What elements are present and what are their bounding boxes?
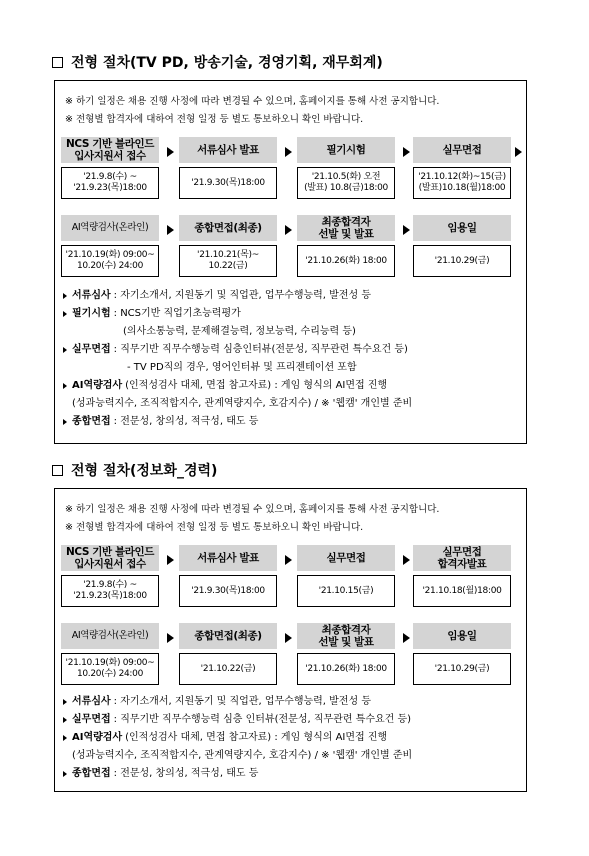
- criteria-head: 종합면접: [72, 768, 111, 779]
- arrow-right-icon: [167, 633, 174, 643]
- criteria-item: [63, 747, 520, 765]
- section-title-text: 전형 절차(정보화_경력): [71, 463, 218, 479]
- step-date: '21.10.22(금): [179, 653, 277, 685]
- notice-line: ※ 하기 일정은 채용 진행 사정에 따라 변경될 수 있으며, 홈페이지를 통해 사전 공지합니다.: [65, 504, 440, 515]
- arrow-right-icon: [285, 555, 292, 565]
- step-label: 임용일: [413, 215, 511, 241]
- arrow-right-icon: [515, 147, 522, 157]
- step-appointment: [413, 623, 511, 685]
- step-label: 실무면접 합격자발표: [413, 545, 511, 571]
- bullet-icon: [63, 699, 67, 705]
- criteria-list: [63, 287, 520, 431]
- criteria-head: 서류심사: [72, 696, 111, 707]
- step-ai-test: [61, 215, 159, 277]
- criteria-text: : 전문성, 창의성, 적극성, 태도 등: [113, 768, 259, 779]
- step-date: '21.10.26(화) 18:00: [297, 245, 395, 277]
- notice-line: ※ 전형별 합격자에 대하여 전형 일정 등 별도 통보하오니 확인 바랍니다.: [65, 522, 364, 533]
- criteria-item: [63, 359, 520, 377]
- criteria-text: : 자기소개서, 지원동기 및 직업관, 업무수행능력, 발전성 등: [113, 290, 371, 301]
- step-label: 실무면접: [413, 137, 511, 163]
- notice-line: ※ 하기 일정은 채용 진행 사정에 따라 변경될 수 있으며, 홈페이지를 통해 사전 공지합니다.: [65, 96, 440, 107]
- step-application: [61, 137, 159, 199]
- criteria-item: [63, 711, 520, 729]
- section-title: [52, 460, 217, 480]
- criteria-head: 서류심사: [72, 290, 111, 301]
- arrow-right-icon: [167, 225, 174, 235]
- step-date: '21.10.19(화) 09:00~ 10.20(수) 24:00: [61, 653, 159, 685]
- step-final-selection: [297, 215, 395, 277]
- step-date: '21.10.12(화)~15(금) (발표)10.18(월)18:00: [413, 167, 511, 199]
- step-date: '21.9.8(수) ~ '21.9.23(목)18:00: [61, 575, 159, 607]
- step-appointment: [413, 215, 511, 277]
- bullet-icon: [63, 419, 67, 425]
- arrow-right-icon: [403, 633, 410, 643]
- criteria-text: (인적성검사 대체, 면접 참고자료) : 게임 형식의 AI면접 진행: [125, 380, 388, 391]
- step-date: '21.9.8(수) ~ '21.9.23(목)18:00: [61, 167, 159, 199]
- bullet-icon: [63, 771, 67, 777]
- bullet-icon: [63, 717, 67, 723]
- step-label: 임용일: [413, 623, 511, 649]
- step-document-result: [179, 137, 277, 199]
- criteria-text: - TV PD직의 경우, 영어인터뷰 및 프리젠테이션 포함: [127, 362, 357, 373]
- criteria-item: [63, 287, 520, 305]
- step-label: 서류심사 발표: [179, 545, 277, 571]
- arrow-right-icon: [285, 147, 292, 157]
- criteria-text: : NCS기반 직업기초능력평가: [113, 308, 241, 319]
- criteria-text: (성과능력지수, 조직적합지수, 관계역량지수, 호감지수) / ※ '웹캠' 개인별 준비: [72, 750, 413, 761]
- bullet-icon: [63, 311, 67, 317]
- criteria-item: [63, 323, 520, 341]
- criteria-item: [63, 395, 520, 413]
- step-label: 필기시험: [297, 137, 395, 163]
- procedure-box: [54, 488, 527, 792]
- criteria-head: 실무면접: [72, 714, 111, 725]
- arrow-right-icon: [167, 555, 174, 565]
- criteria-text: (의사소통능력, 문제해결능력, 정보능력, 수리능력 등): [123, 326, 356, 337]
- step-date: '21.10.19(화) 09:00~ 10.20(수) 24:00: [61, 245, 159, 277]
- step-label: NCS 기반 블라인드 입사지원서 접수: [61, 137, 159, 163]
- step-final-selection: [297, 623, 395, 685]
- arrow-right-icon: [167, 147, 174, 157]
- criteria-item: [63, 693, 520, 711]
- step-label: AI역량검사(온라인): [61, 623, 159, 649]
- step-application: [61, 545, 159, 607]
- step-date: '21.9.30(목)18:00: [179, 167, 277, 199]
- criteria-item: [63, 729, 520, 747]
- section-title-text: 전형 절차(TV PD, 방송기술, 경영기획, 재무회계): [71, 55, 383, 71]
- arrow-right-icon: [285, 225, 292, 235]
- criteria-text: (인적성검사 대체, 면접 참고자료) : 게임 형식의 AI면접 진행: [125, 732, 388, 743]
- criteria-text: (성과능력지수, 조직적합지수, 관계역량지수, 호감지수) / ※ '웹캠' 개인별 준비: [72, 398, 413, 409]
- step-date: '21.10.15(금): [297, 575, 395, 607]
- step-date: '21.9.30(목)18:00: [179, 575, 277, 607]
- arrow-right-icon: [403, 225, 410, 235]
- criteria-head: 필기시험: [72, 308, 111, 319]
- step-practical-interview: [413, 137, 511, 199]
- criteria-item: [63, 377, 520, 395]
- section-title: [52, 52, 383, 72]
- step-document-result: [179, 545, 277, 607]
- step-date: '21.10.21(목)~ 10.22(금): [179, 245, 277, 277]
- step-label: 서류심사 발표: [179, 137, 277, 163]
- arrow-right-icon: [403, 555, 410, 565]
- criteria-text: : 자기소개서, 지원동기 및 직업관, 업무수행능력, 발전성 등: [113, 696, 371, 707]
- criteria-head: 실무면접: [72, 344, 111, 355]
- criteria-item: [63, 305, 520, 323]
- step-label: 종합면접(최종): [179, 215, 277, 241]
- step-date: '21.10.26(화) 18:00: [297, 653, 395, 685]
- bullet-icon: [63, 347, 67, 353]
- procedure-box: [54, 80, 527, 444]
- criteria-list: [63, 693, 520, 783]
- step-interview-result: [413, 545, 511, 607]
- step-final-interview: [179, 215, 277, 277]
- arrow-right-icon: [403, 147, 410, 157]
- bullet-icon: [63, 735, 67, 741]
- criteria-text: : 직무기반 직무수행능력 심층인터뷰(전문성, 직무관련 특수요건 등): [113, 344, 408, 355]
- step-label: 실무면접: [297, 545, 395, 571]
- checkbox-icon: [52, 57, 63, 68]
- step-written-exam: [297, 137, 395, 199]
- step-label: AI역량검사(온라인): [61, 215, 159, 241]
- step-date: '21.10.29(금): [413, 245, 511, 277]
- checkbox-icon: [52, 465, 63, 476]
- criteria-item: [63, 765, 520, 783]
- criteria-item: [63, 413, 520, 431]
- criteria-head: AI역량검사: [72, 380, 123, 391]
- step-ai-test: [61, 623, 159, 685]
- notice-line: ※ 전형별 합격자에 대하여 전형 일정 등 별도 통보하오니 확인 바랍니다.: [65, 114, 364, 125]
- step-final-interview: [179, 623, 277, 685]
- criteria-head: AI역량검사: [72, 732, 123, 743]
- step-label: 최종합격자 선발 및 발표: [297, 623, 395, 649]
- criteria-text: : 전문성, 창의성, 적극성, 태도 등: [113, 416, 259, 427]
- step-date: '21.10.29(금): [413, 653, 511, 685]
- criteria-item: [63, 341, 520, 359]
- step-label: 종합면접(최종): [179, 623, 277, 649]
- step-practical-interview: [297, 545, 395, 607]
- step-date: '21.10.5(화) 오전 (발표) 10.8(금)18:00: [297, 167, 395, 199]
- step-label: 최종합격자 선발 및 발표: [297, 215, 395, 241]
- step-date: '21.10.18(월)18:00: [413, 575, 511, 607]
- bullet-icon: [63, 293, 67, 299]
- criteria-text: : 직무기반 직무수행능력 심층 인터뷰(전문성, 직무관련 특수요건 등): [113, 714, 412, 725]
- bullet-icon: [63, 383, 67, 389]
- arrow-right-icon: [285, 633, 292, 643]
- criteria-head: 종합면접: [72, 416, 111, 427]
- step-label: NCS 기반 블라인드 입사지원서 접수: [61, 545, 159, 571]
